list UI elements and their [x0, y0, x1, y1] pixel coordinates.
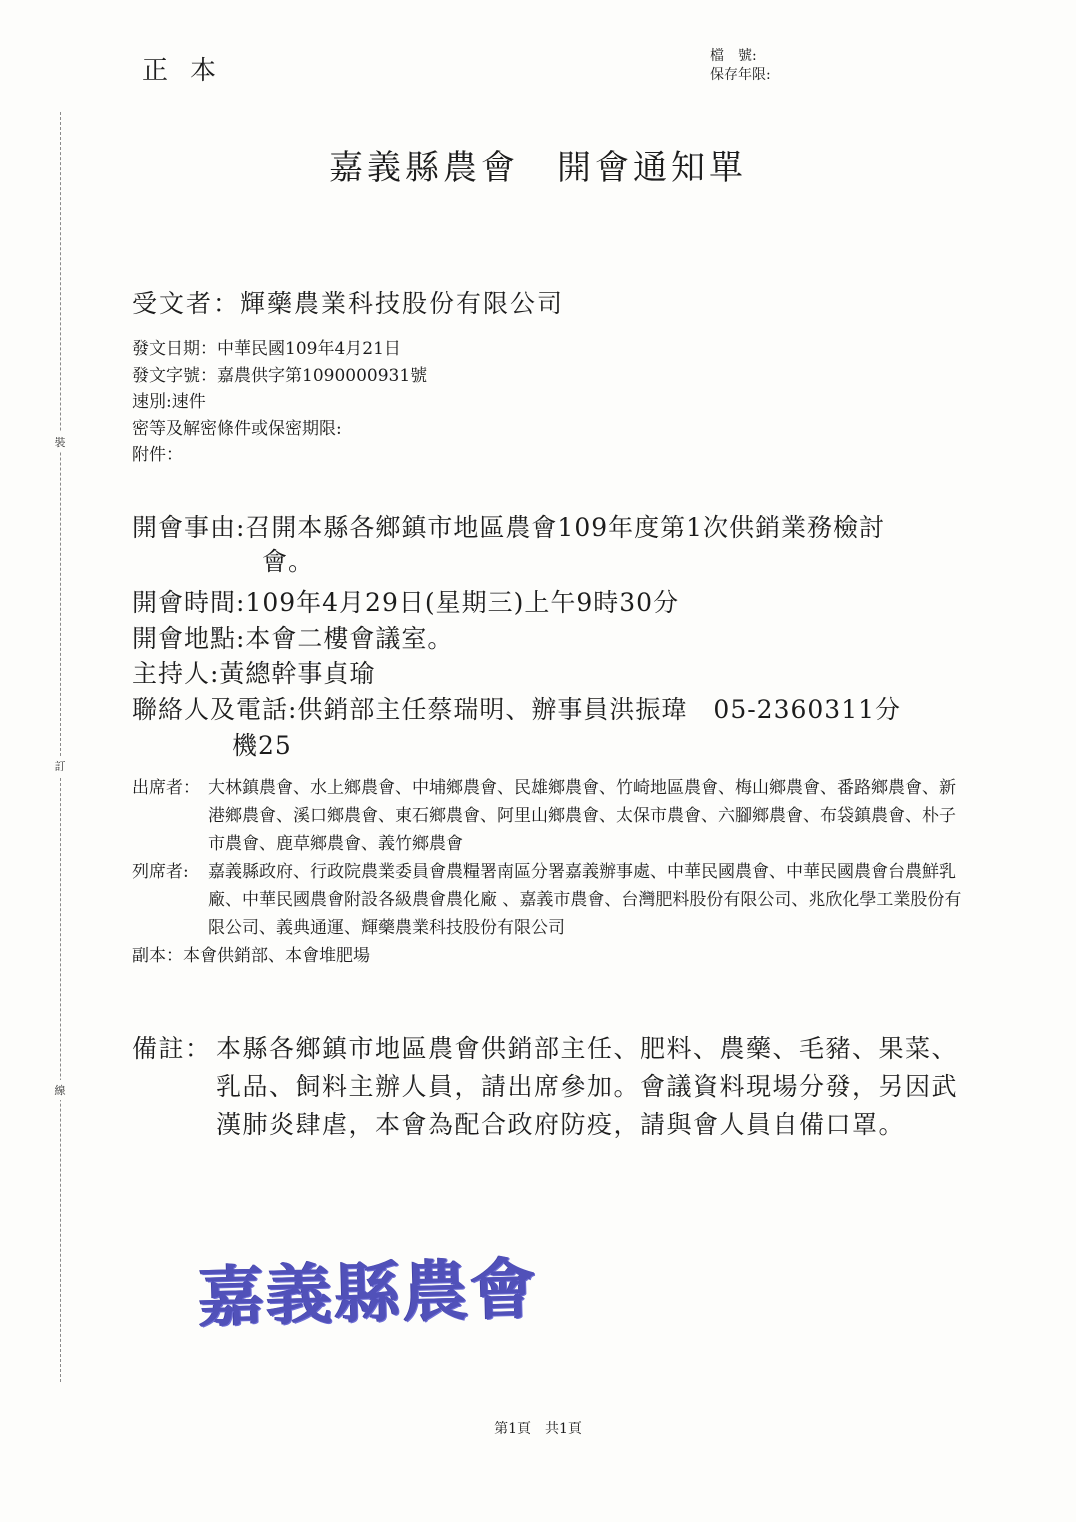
meeting-contact: 聯絡人及電話:供銷部主任蔡瑞明、辦事員洪振瑋 05-2360311分 [132, 695, 902, 724]
attendees-label: 出席者： [132, 778, 200, 798]
meeting-reason-cont: 會。 [262, 547, 315, 576]
binding-mark-ding: 訂 [52, 756, 68, 776]
meeting-time: 開會時間:109年4月29日(星期三)上午9時30分 [132, 588, 680, 617]
observers [132, 858, 968, 942]
meeting-host: 主持人:黃總幹事貞瑜 [132, 659, 376, 688]
remarks-label: 備註： [132, 1034, 212, 1063]
attendees-list: 大林鎮農會、水上鄉農會、中埔鄉農會、民雄鄉農會、竹崎地區農會、梅山鄉農會、番路鄉農會、新港鄉農會、溪口鄉農會、東石鄉農會、阿里山鄉農會、太保市農會、六腳鄉農會、布袋鎮農會、朴子市農會、鹿草鄉農會、義竹鄉農會 [208, 778, 956, 854]
recipient: 受文者：輝藥農業科技股份有限公司 [132, 289, 565, 318]
issue-date: 發文日期：中華民國109年4月21日 [132, 339, 401, 359]
attendance-block [132, 774, 968, 970]
page-number: 第1頁 共1頁 [494, 1421, 582, 1437]
speed-class: 速別:速件 [132, 392, 206, 412]
binding-mark-xian: 線 [52, 1080, 68, 1100]
association-seal-stamp: 嘉義縣農會 [197, 1249, 540, 1337]
binding-line [60, 112, 61, 1382]
observers-list: 嘉義縣政府、行政院農業委員會農糧署南區分署嘉義辦事處、中華民國農會、中華民國農會台農鮮乳廠、中華民國農會附設各級農會農化廠 、嘉義市農會、台灣肥料股份有限公司、兆欣化學工業股份有限公司、義典通運、輝藥農業科技股份有限公司 [208, 862, 962, 938]
original-copy-mark: 正本 [142, 56, 239, 86]
remarks [132, 1030, 972, 1144]
copies: 副本：本會供銷部、本會堆肥場 [132, 946, 370, 966]
attendees [132, 774, 968, 858]
document-title: 嘉義縣農會 開會通知單 [329, 148, 747, 188]
document-meta [132, 336, 427, 469]
observers-label: 列席者: [132, 862, 189, 882]
meeting-reason: 開會事由:召開本縣各鄉鎮市地區農會109年度第1次供銷業務檢討 [132, 513, 886, 542]
meeting-contact-cont: 機25 [232, 731, 292, 760]
meeting-place: 開會地點:本會二樓會議室。 [132, 624, 454, 653]
archive-info [710, 47, 771, 85]
binding-mark-zhuang: 裝 [52, 432, 68, 452]
remarks-text: 本縣各鄉鎮市地區農會供銷部主任、肥料、農藥、毛豬、果菜、乳品、飼料主辦人員，請出席參加。會議資料現場分發，另因武漢肺炎肆虐，本會為配合政府防疫，請與會人員自備口罩。 [216, 1034, 959, 1139]
classification: 密等及解密條件或保密期限: [132, 418, 342, 439]
archive-number-label: 檔 號: [710, 48, 757, 64]
attachment: 附件： [132, 445, 183, 465]
retention-period-label: 保存年限: [710, 67, 771, 83]
document-number: 發文字號：嘉農供字第1090000931號 [132, 365, 428, 386]
